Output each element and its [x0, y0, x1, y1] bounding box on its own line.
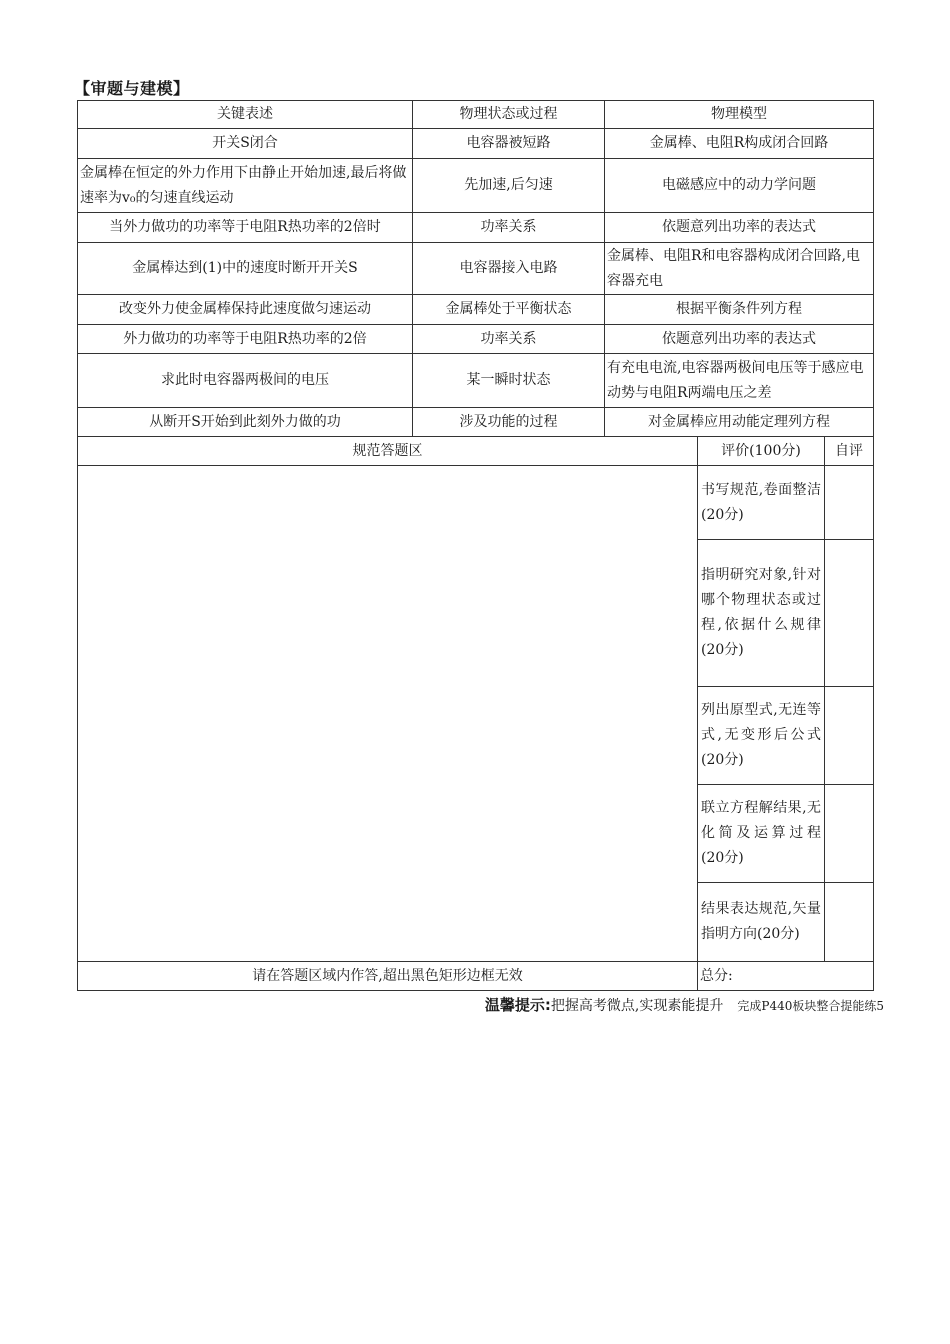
section-title: 【审题与建模】 — [74, 79, 190, 98]
key-expression-cell: 开关S闭合 — [78, 129, 413, 159]
state-cell: 金属棒处于平衡状态 — [413, 295, 605, 325]
state-cell: 涉及功能的过程 — [413, 408, 605, 437]
model-cell: 金属棒、电阻R构成闭合回路 — [605, 129, 874, 159]
state-cell: 电容器被短路 — [413, 129, 605, 159]
model-cell: 依题意列出功率的表达式 — [605, 213, 874, 243]
header-physical-model: 物理模型 — [605, 101, 874, 129]
analysis-row — [78, 295, 874, 325]
model-cell: 对金属棒应用动能定理列方程 — [605, 408, 874, 437]
header-physical-state: 物理状态或过程 — [413, 101, 605, 129]
header-key-expression: 关键表述 — [78, 101, 413, 129]
answer-area-header: 规范答题区 — [78, 437, 698, 466]
tip-label: 温馨提示: — [484, 996, 551, 1014]
key-expression-cell: 当外力做功的功率等于电阻R热功率的2倍时 — [78, 213, 413, 243]
footer-tip — [485, 994, 884, 1015]
evaluation-header: 评价(100分) — [698, 437, 825, 466]
self-score-cell[interactable] — [825, 883, 874, 962]
answer-area[interactable] — [78, 466, 698, 962]
state-cell: 功率关系 — [413, 213, 605, 243]
model-cell: 电磁感应中的动力学问题 — [605, 159, 874, 213]
analysis-row — [78, 159, 874, 213]
model-cell: 金属棒、电阻R和电容器构成闭合回路,电容器充电 — [605, 243, 874, 295]
state-cell: 先加速,后匀速 — [413, 159, 605, 213]
criterion-cell: 结果表达规范,矢量指明方向(20分) — [698, 883, 825, 962]
state-cell: 电容器接入电路 — [413, 243, 605, 295]
key-expression-cell: 金属棒达到(1)中的速度时断开开关S — [78, 243, 413, 295]
key-expression-cell: 外力做功的功率等于电阻R热功率的2倍 — [78, 325, 413, 354]
model-cell: 根据平衡条件列方程 — [605, 295, 874, 325]
self-score-cell[interactable] — [825, 687, 874, 785]
model-cell: 依题意列出功率的表达式 — [605, 325, 874, 354]
key-expression-cell: 改变外力使金属棒保持此速度做匀速运动 — [78, 295, 413, 325]
key-expression-cell: 从断开S开始到此刻外力做的功 — [78, 408, 413, 437]
self-score-cell[interactable] — [825, 785, 874, 883]
self-score-cell[interactable] — [825, 466, 874, 540]
analysis-row — [78, 129, 874, 159]
criterion-cell: 列出原型式,无连等式,无变形后公式(20分) — [698, 687, 825, 785]
total-score-label: 总分: — [698, 962, 874, 991]
complete-exercise-text: 完成P440板块整合提能练5 — [737, 999, 884, 1013]
analysis-table — [77, 100, 874, 437]
criterion-row — [78, 466, 874, 540]
state-cell: 某一瞬时状态 — [413, 354, 605, 408]
key-expression-cell: 求此时电容器两极间的电压 — [78, 354, 413, 408]
analysis-row — [78, 354, 874, 408]
criterion-cell: 指明研究对象,针对哪个物理状态或过程,依据什么规律(20分) — [698, 540, 825, 687]
key-expression-cell: 金属棒在恒定的外力作用下由静止开始加速,最后将做速率为v₀的匀速直线运动 — [78, 159, 413, 213]
analysis-row — [78, 408, 874, 437]
answer-header-row — [78, 437, 874, 466]
analysis-row — [78, 213, 874, 243]
criterion-cell: 书写规范,卷面整洁(20分) — [698, 466, 825, 540]
answer-table — [77, 436, 874, 991]
self-score-cell[interactable] — [825, 540, 874, 687]
state-cell: 功率关系 — [413, 325, 605, 354]
answer-footer-row — [78, 962, 874, 991]
analysis-header-row — [78, 101, 874, 129]
model-cell: 有充电电流,电容器两极间电压等于感应电动势与电阻R两端电压之差 — [605, 354, 874, 408]
analysis-row — [78, 325, 874, 354]
analysis-row — [78, 243, 874, 295]
tip-text: 把握高考微点,实现素能提升 — [550, 998, 724, 1014]
answer-area-note: 请在答题区域内作答,超出黑色矩形边框无效 — [78, 962, 698, 991]
self-evaluation-header: 自评 — [825, 437, 874, 466]
criterion-cell: 联立方程解结果,无化简及运算过程(20分) — [698, 785, 825, 883]
